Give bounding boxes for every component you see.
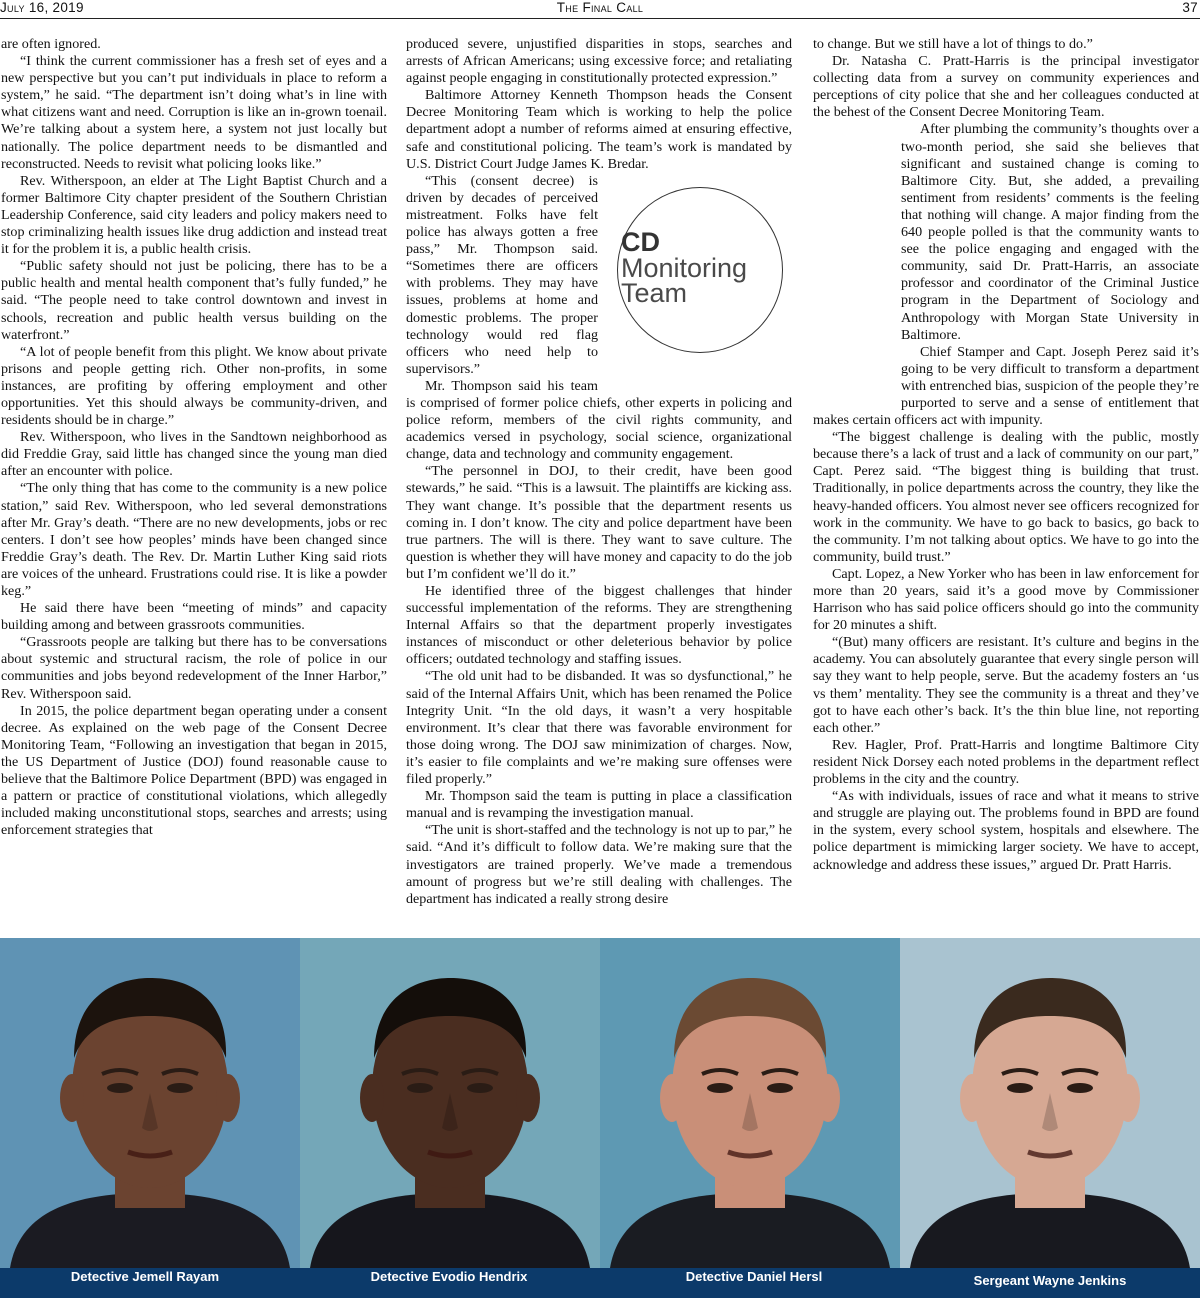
paragraph: Rev. Witherspoon, an elder at The Light Baptist Church and a former Baltimore City chapter president of the Southern Christian Leadership Conference, said city leaders and policy makers need to stop criminalizing health issues like drug addiction and instead treat it for the problem it is, a public health crisis.: [1, 172, 387, 258]
photo-rayam: [0, 938, 300, 1268]
right-ear: [216, 1074, 240, 1122]
paragraph: Chief Stamper and Capt. Joseph Perez said it’s going to be very difficult to transform a department with entrenched bias, suspicion of the people they’re purported to serve and a sense of entitlement that makes certain officers act with impunity.: [813, 343, 1199, 429]
paragraph: “I think the current commissioner has a fresh set of eyes and a new perspective but you can’t put individuals in place to reform a system,” he said. “The department isn’t doing what’s in line with what citizens want and need. Corruption is like an in-grown toenail. We’re talking about a system here, a system not just locally but nationally. The police department needs to be dismantled and reconstructed. Needs to revisit what policing looks like.”: [1, 53, 387, 172]
wrap-spacer: [813, 189, 901, 395]
paragraph: “The only thing that has come to the community is a new police station,” said Rev. Witherspoon, who led several demonstrations after Mr. Gray’s death. “There are no new developments, jobs or rec centers. I don’t see how peoples’ minds have been changed since Freddie Gray’s death. The Rev. Dr. Martin Luther King said riots are voices of the unheard. Frustrations could rise. It is like a powder keg.”: [1, 480, 387, 599]
paragraph: “Public safety should not just be policing, there has to be a public health and mental health component that’s fully funded,” he said. “The people need to take control downtown and invest in schools, recreation and public health versus building on the waterfront.”: [1, 258, 387, 343]
right-ear: [1116, 1074, 1140, 1122]
caption-rayam: Detective Jemell Rayam: [70, 1269, 220, 1284]
right-eye: [167, 1083, 193, 1093]
cd-monitoring-team-logo: [606, 173, 792, 393]
paragraph: Mr. Thompson said the team is putting in place a classification manual and is revamping the investigation manual.: [406, 788, 792, 822]
left-eye: [1007, 1083, 1033, 1093]
paragraph: “The personnel in DOJ, to their credit, have been good stewards,” he said. “This is a lawsuit. The plaintiffs are kicking ass. They want change. It’s possible that the department resents us coming in. I don’t know. The city and police department have been true partners. The will is there. They want to save culture. The question is whether they will have money and capacity to do the job but I’m confident we’ll do it.”: [406, 463, 792, 582]
photo-hersl: [600, 938, 900, 1268]
paragraph: In 2015, the police department began operating under a consent decree. As explained on the web page of the Consent Decree Monitoring Team, “Following an investigation that began in 2015, the US Department of Justice (DOJ) found reasonable cause to believe that the Baltimore Police Department (BPD) was engaged in a pattern or practice of constitutional violations, which allegedly included making unconstitutional stops, searches and arrests; using enforcement strategies that: [1, 702, 387, 839]
paragraph: to change. But we still have a lot of things to do.”: [813, 36, 1093, 52]
paragraph: Rev. Witherspoon, who lives in the Sandtown neighborhood as did Freddie Gray, said little has changed since the young man died after an encounter with police.: [1, 429, 387, 480]
left-ear: [660, 1074, 684, 1122]
left-ear: [960, 1074, 984, 1122]
paragraph: “The old unit had to be disbanded. It was so dysfunctional,” he said of the Internal Affairs Unit, which has been renamed the Police Integrity Unit. “In the old days, it wasn’t a very hospitable environment. It’s clear that there was favorable environment for those doing wrong. The DOJ saw minimization of charges. Now, it’s easier to file complaints and we’re making sure offenses were filed properly.”: [406, 668, 792, 788]
right-ear: [516, 1074, 540, 1122]
caption-jenkins: Sergeant Wayne Jenkins: [973, 1273, 1127, 1288]
logo-monitoring: Monitoring: [621, 252, 748, 283]
paragraph: “The unit is short-staffed and the technology is not up to par,” he said. “And it’s difficult to follow data. We’re making sure that the investigators are trained properly. We’ve made a tremendous amount of progress but we’re still dealing with challenges. The department has indicated a really strong desire: [406, 822, 792, 907]
paragraph: Rev. Hagler, Prof. Pratt-Harris and longtime Baltimore City resident Nick Dorsey each noted problems in the department reflect problems in the city and the country.: [813, 736, 1199, 788]
paragraph: After plumbing the community’s thoughts over a two-month period, she said she believes that significant and sustained change is coming to Baltimore City. But, she added, a prevailing sentiment from residents’ comments is the feeling that nothing will change. A major finding from the 640 people polled is that the community wants to see the police engaging and engaged with the community, said Dr. Pratt-Harris, an associate professor and coordinator of the Criminal Justice program in the Department of Sociology and Anthropology with Morgan State University in Baltimore.: [901, 121, 1199, 343]
right-ear: [816, 1074, 840, 1122]
paragraph: “As with individuals, issues of race and what it means to strive and struggle are playing out. The problems found in BPD are found in the system, every school system, hospitals and elsewhere. The police department is mimicking larger society. We have to accept, acknowledge and address these issues,” argued Dr. Pratt Harris.: [813, 788, 1199, 873]
paragraph: He said there have been “meeting of minds” and capacity building among and between grassroots communities.: [1, 600, 387, 634]
article-column-3: [813, 36, 1199, 874]
page-number: 37: [1182, 0, 1198, 15]
portrait-illustration: [0, 938, 300, 1268]
right-eye: [467, 1083, 493, 1093]
photo-hendrix: [300, 938, 600, 1268]
paragraph: Dr. Natasha C. Pratt-Harris is the principal investigator collecting data from a survey on community experiences and perceptions of city police that she and her colleagues conducted at the behest of the Consent Decree Monitoring Team.: [813, 53, 1199, 121]
left-eye: [107, 1083, 133, 1093]
logo-team: Team: [621, 277, 688, 308]
paragraph: Mr. Thompson said his team is comprised of former police chiefs, other experts in policing and police reform, members of the civil rights community, and academics versed in psychology, social science, organizational change, data and technology and community engagement.: [406, 377, 792, 463]
logo-text: [621, 228, 747, 306]
paragraph: Baltimore Attorney Kenneth Thompson heads the Consent Decree Monitoring Team which is working to help the police department adopt a number of reforms aimed at ensuring effective, safe and constitutional policing. The team’s work is mandated by U.S. District Court Judge James K. Bredar.: [406, 87, 792, 172]
portrait-illustration: [300, 938, 600, 1268]
paragraph: “The biggest challenge is dealing with the public, mostly because there’s a lack of trust and a lack of community on our part,” Capt. Perez said. “The biggest thing is building that trust. Traditionally, in police departments across the country, they like the heavy-handed officers. You almost never see officers recognized for work in the community. We have to go back to basics, go back to the community. I’m not talking about optics. We have to go into the community, build trust.”: [813, 429, 1199, 565]
article-column-2: [406, 36, 792, 908]
issue-date: July 16, 2019: [0, 0, 84, 15]
paragraph: “A lot of people benefit from this plight. We know about private prisons and people getting rich. Other non-profits, in some instances, are profiting by offering employment and other opportunities. Yet this should always be community-driven, and residents should be in charge.”: [1, 343, 387, 429]
paragraph: “(But) many officers are resistant. It’s culture and begins in the academy. You can absolutely guarantee that every single person will say they want to help people, serve. But the academy fosters an ‘us vs them’ mentality. They see the community is a threat and they’ve got to have each other’s back. It’s the thin blue line, not reporting each other.”: [813, 634, 1199, 736]
caption-hersl: Detective Daniel Hersl: [685, 1269, 823, 1284]
publication-name: The Final Call: [556, 0, 644, 15]
left-eye: [707, 1083, 733, 1093]
left-eye: [407, 1083, 433, 1093]
portrait-illustration: [600, 938, 900, 1268]
article-column-1: [1, 36, 387, 839]
paragraph: “Grassroots people are talking but there has to be conversations about systemic and structural racism, the role of police in our communities and jobs beyond redevelopment of the Inner Harbor,” Rev. Witherspoon said.: [1, 634, 387, 702]
paragraph: Capt. Lopez, a New Yorker who has been in law enforcement for more than 20 years, said it’s a good move by Commissioner Harrison who has said police officers should go into the community for 20 minutes a shift.: [813, 565, 1199, 634]
photo-jenkins: [900, 938, 1200, 1268]
right-eye: [767, 1083, 793, 1093]
paragraph: produced severe, unjustified disparities in stops, searches and arrests of African Americans; using excessive force; and retaliating against people engaging in constitutionally protected expression.”: [406, 36, 792, 87]
caption-hendrix: Detective Evodio Hendrix: [370, 1269, 528, 1284]
left-ear: [60, 1074, 84, 1122]
right-eye: [1067, 1083, 1093, 1093]
page-header: [0, 0, 1200, 19]
portrait-illustration: [900, 938, 1200, 1268]
left-ear: [360, 1074, 384, 1122]
logo-cd: CD: [621, 226, 660, 257]
paragraph: “This (consent decree) is driven by decades of perceived mistreatment. Folks have felt police has always gotten a free pass,” Mr. Thompson said. “Sometimes there are officers with problems. They may have issues, problems at home and domestic problems. The proper technology would red flag officers who need help to supervisors.”: [406, 172, 598, 377]
paragraph: He identified three of the biggest challenges that hinder successful implementation of the reforms. They are strengthening Internal Affairs so that the department properly investigates instances of misconduct or other deleterious behavior by police officers; outdated technology and staffing issues.: [406, 583, 792, 668]
mugshot-strip: [0, 938, 1200, 1268]
paragraph: are often ignored.: [1, 36, 101, 52]
caption-bar: [0, 1268, 1200, 1298]
